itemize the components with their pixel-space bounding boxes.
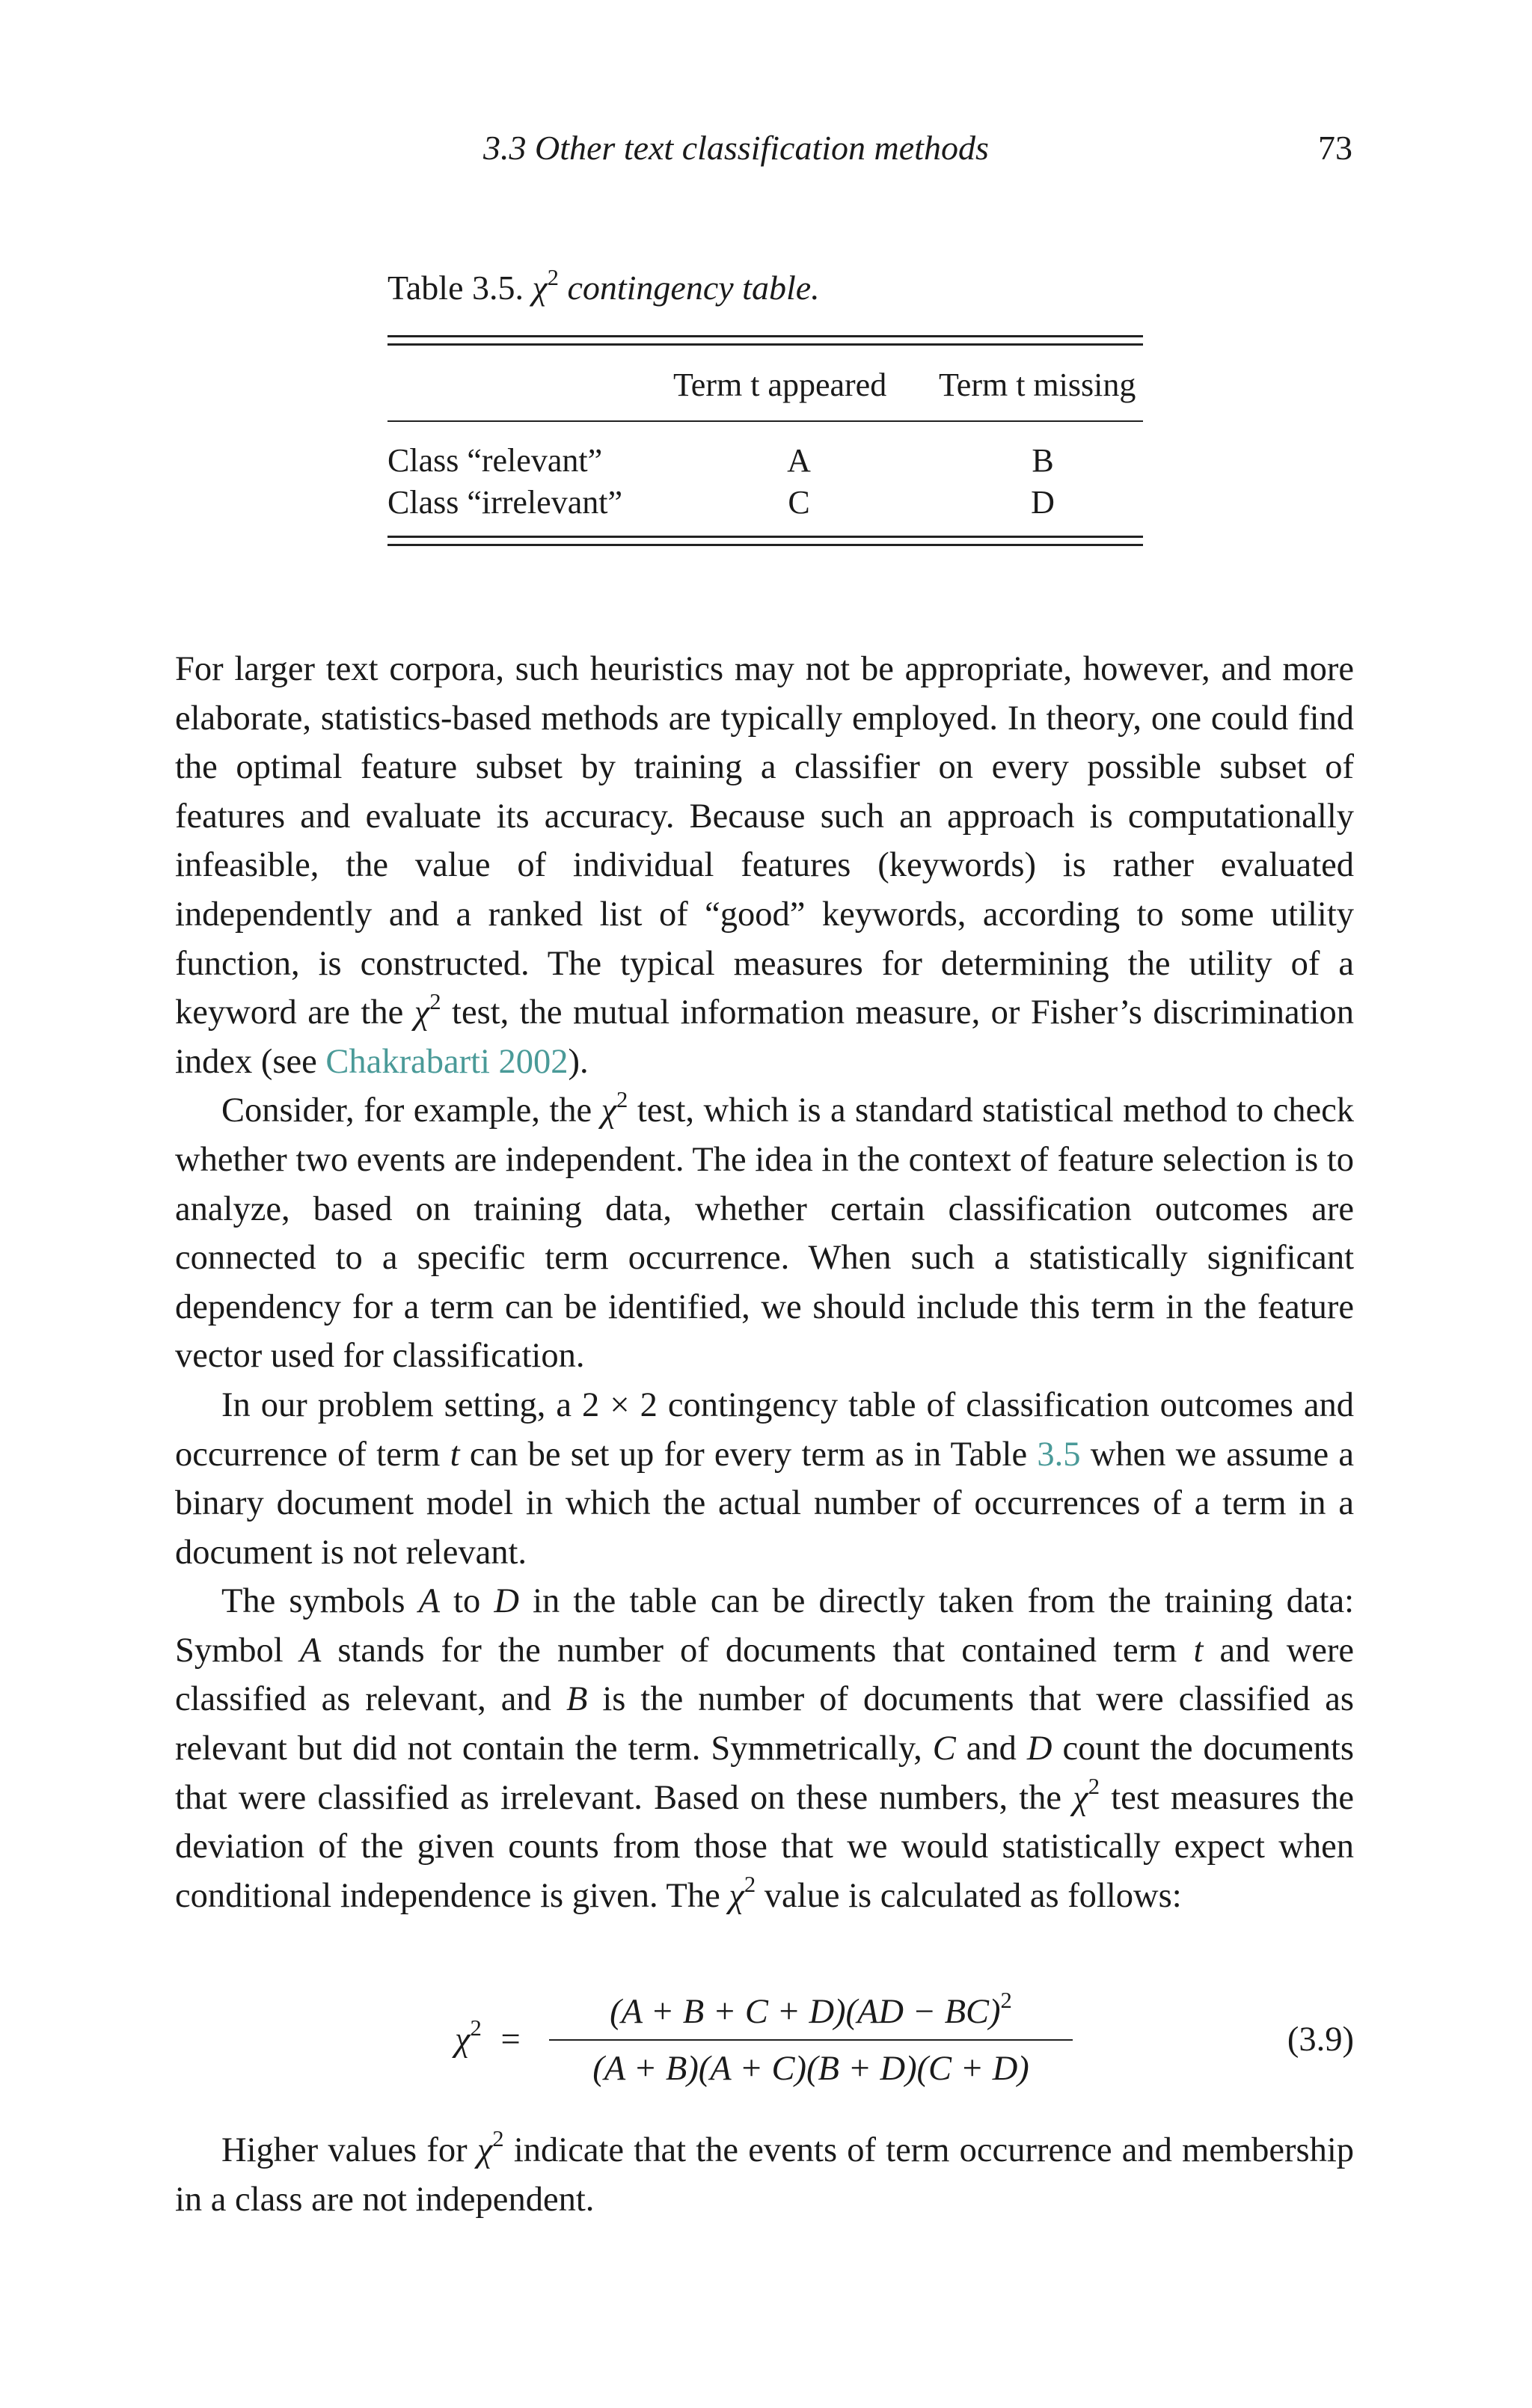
equation-fraction-bar: [549, 2039, 1073, 2041]
equation-denominator-text: (A + B)(A + C)(B + D)(C + D): [592, 2050, 1029, 2088]
chi-exponent: 2: [429, 988, 441, 1014]
equation-3-9: [175, 1987, 1354, 2099]
page-number: 73: [1318, 129, 1352, 167]
table-body: [387, 440, 1143, 524]
p4-text-j: value is calculated as follows:: [764, 1876, 1182, 1915]
p4-symbol-C: C: [932, 1730, 956, 1768]
equation-denominator: [549, 2044, 1073, 2095]
chi-exponent: 2: [492, 2126, 504, 2152]
equation-chi-exponent: 2: [470, 2015, 482, 2041]
p4-symbol-A2: A: [299, 1631, 322, 1670]
equation-fraction: [549, 1987, 1073, 2095]
p4-text-a: The symbols: [221, 1582, 405, 1621]
chi-exponent: 2: [616, 1086, 628, 1112]
table-bottom-rule-1: [387, 536, 1143, 538]
table-top-rule-1: [387, 335, 1143, 337]
p4-symbol-A: A: [418, 1582, 440, 1621]
p3-text-a: In our problem setting, a 2 × 2 contingency table of classification outcomes and occurrence of term: [175, 1385, 1354, 1474]
equation-chi: χ: [455, 2021, 471, 2059]
p4-symbol-D: D: [494, 1582, 519, 1621]
chi-exponent: 2: [744, 1872, 756, 1898]
table-caption: [387, 266, 820, 310]
p1-text-b: test, the mutual information measure, or Fisher’s discrimination index (see: [175, 993, 1354, 1081]
equation-numerator-exponent: 2: [1000, 1988, 1012, 2014]
p4-text-h: count the documents that were classified as irrelevant. Based on these numbers, the: [175, 1730, 1354, 1817]
p4-symbol-B: B: [566, 1680, 588, 1719]
chi-symbol: χ: [414, 993, 430, 1032]
p4-text-d: stands for the number of documents that contained term: [337, 1631, 1177, 1670]
p1-text-a: For larger text corpora, such heuristics may not be appropriate, however, and more elaborate, statistics-based methods are typically employed. In theory, one could find the optimal feature subset by training a classifier on every possible subset of features and evaluate its accuracy. Because such an approach is computationally infeasible, the value of individual features (keywords) is rather evaluated independently and a ranked list of “good” keywords, according to some utility function, is constructed. The typical measures for determining the utility of a keyword are the: [175, 650, 1354, 1032]
p1-text-c: ).: [568, 1042, 589, 1081]
equation-number: (3.9): [1287, 2021, 1354, 2059]
row-label-relevant: Class “relevant”: [387, 442, 603, 479]
chi-symbol: χ: [477, 2131, 493, 2169]
p2-text-a: Consider, for example, the: [221, 1091, 592, 1130]
chi-symbol: χ: [1073, 1778, 1088, 1817]
p4-text-i: test measures the deviation of the given counts from those that we would statistically expect when conditional independence is given. The: [175, 1778, 1355, 1915]
chi-exponent: 2: [1088, 1774, 1100, 1800]
p4-term-t: t: [1193, 1631, 1204, 1670]
cell-D: D: [1031, 484, 1055, 521]
running-header-title: 3.3 Other text classification methods: [483, 129, 989, 167]
equation-numerator: [549, 1987, 1073, 2038]
table-top-rule-2: [387, 343, 1143, 346]
p2-text-b: test, which is a standard statistical method to check whether two events are independent. The idea in the context of feature selection is to analyze, based on training data, whether certain classification outcomes are connected to a specific term occurrence. When such a statistically significant dependency for a term can be identified, we should include this term in the feature vector used for classification.: [175, 1091, 1355, 1376]
table-row: [387, 482, 1143, 524]
cell-A: A: [787, 442, 811, 479]
paragraph-5: [175, 2126, 1354, 2224]
paragraph-2: [175, 1086, 1354, 1381]
cell-B: B: [1032, 442, 1054, 479]
p5-text-b: indicate that the events of term occurrence and membership in a class are not independent.: [175, 2131, 1355, 2219]
caption-chi-exponent: 2: [547, 264, 559, 290]
chi-symbol: χ: [729, 1876, 744, 1915]
p5-text-a: Higher values for: [221, 2131, 468, 2169]
table-row: [387, 440, 1143, 482]
chi-symbol: χ: [601, 1091, 617, 1130]
p4-text-c: in the table can be directly taken from the training data: Symbol: [175, 1582, 1355, 1670]
p4-text-b: to: [453, 1582, 481, 1621]
table-caption-label: Table 3.5.: [387, 269, 524, 307]
paragraph-4: [175, 1577, 1354, 1920]
p3-text-c: when we assume a binary document model in which the actual number of occurrences of a term in a document is not relevant.: [175, 1435, 1355, 1572]
citation-link-chakrabarti[interactable]: Chakrabarti 2002: [325, 1042, 569, 1081]
paragraph-3: [175, 1381, 1354, 1577]
equation-numerator-text: (A + B + C + D)(AD − BC): [610, 1993, 1001, 2031]
cell-C: C: [788, 484, 810, 521]
equation-equals: =: [500, 2021, 521, 2059]
table-header-appeared: Term t appeared: [673, 367, 887, 403]
body-text: [175, 645, 1354, 1920]
table-bottom-rule-2: [387, 544, 1143, 546]
p4-symbol-D2: D: [1026, 1730, 1053, 1768]
table-caption-text: contingency table.: [567, 269, 820, 307]
p4-text-e: and were classified as relevant, and: [175, 1631, 1355, 1719]
p3-term-t: t: [450, 1435, 460, 1474]
running-header: [0, 126, 1532, 171]
table-mid-rule: [387, 420, 1143, 422]
equation-lhs: [455, 2015, 521, 2059]
caption-chi-symbol: χ: [532, 269, 548, 307]
row-label-irrelevant: Class “irrelevant”: [387, 484, 622, 521]
paragraph-1: [175, 645, 1354, 1086]
table-header-missing: Term t missing: [939, 367, 1136, 403]
p4-text-g: and: [966, 1730, 1017, 1768]
p3-text-b: can be set up for every term as in Table: [469, 1435, 1028, 1474]
table-ref-link[interactable]: 3.5: [1037, 1435, 1081, 1474]
p4-text-f: is the number of documents that were classified as relevant but did not contain the term. Symmetrically,: [175, 1680, 1355, 1768]
